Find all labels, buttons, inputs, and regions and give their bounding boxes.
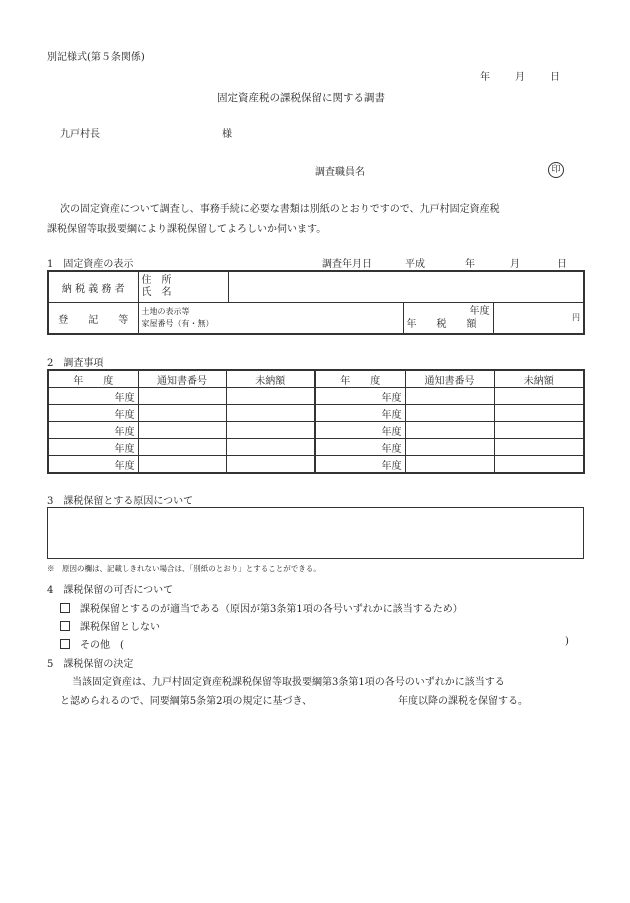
other-close-paren: ): [565, 636, 569, 647]
notice-number-cell[interactable]: [405, 422, 494, 439]
unpaid-cell[interactable]: [494, 456, 584, 474]
date-day: 日: [550, 72, 560, 83]
honorific: 様: [222, 129, 232, 140]
year-cell[interactable]: 年度: [315, 422, 405, 439]
notice-number-cell[interactable]: [138, 456, 226, 474]
notice-number-cell[interactable]: [138, 388, 226, 405]
intro-line-1: 次の固定資産について調査し、事務手続に必要な書類は別紙のとおりですので、九戸村固定資産税: [60, 204, 500, 215]
table-row: [48, 456, 584, 474]
section2-heading: 2 調査事項: [47, 358, 104, 369]
year-cell[interactable]: 年度: [48, 456, 138, 474]
survey-day: 日: [557, 259, 567, 270]
year-cell[interactable]: 年度: [48, 439, 138, 456]
house-label: 家屋番号（有・無）: [141, 319, 214, 328]
land-label: 土地の表示等: [141, 307, 190, 316]
name-label: 氏 名: [141, 287, 172, 298]
option-not-reserve[interactable]: [60, 618, 160, 633]
notice-number-cell[interactable]: [405, 439, 494, 456]
year-cell[interactable]: 年度: [48, 422, 138, 439]
option-label: 課税保留としない: [80, 622, 160, 633]
checkbox-icon[interactable]: [60, 603, 70, 613]
taxpayer-label: 納 税 義 務 者: [48, 271, 138, 303]
notice-number-cell[interactable]: [405, 456, 494, 474]
table-row: [48, 422, 584, 439]
document-title: 固定資産税の課税保留に関する調書: [217, 92, 385, 104]
yen-label: 円: [572, 313, 580, 322]
unpaid-cell[interactable]: [226, 388, 315, 405]
unpaid-cell[interactable]: [494, 422, 584, 439]
unpaid-cell[interactable]: [494, 388, 584, 405]
land-house-cell[interactable]: [138, 303, 403, 335]
table-row: [48, 271, 584, 303]
year-cell[interactable]: 年度: [315, 405, 405, 422]
date-year: 年: [480, 72, 490, 83]
year-cell[interactable]: 年度: [315, 439, 405, 456]
notice-number-cell[interactable]: [138, 439, 226, 456]
col-header: 年 度: [315, 370, 405, 388]
col-header: 未納額: [494, 370, 584, 388]
col-header: 通知書番号: [138, 370, 226, 388]
notice-number-cell[interactable]: [405, 388, 494, 405]
seal-mark: [548, 162, 564, 178]
decision-line-2b: 年度以降の課税を保留する。: [398, 696, 528, 707]
table-header-row: [48, 370, 584, 388]
option-label: その他 (: [80, 640, 124, 651]
unpaid-cell[interactable]: [226, 405, 315, 422]
notice-number-cell[interactable]: [405, 405, 494, 422]
table-row: [48, 439, 584, 456]
unpaid-cell[interactable]: [494, 439, 584, 456]
section5-heading: 5 課税保留の決定: [47, 659, 134, 670]
section4-heading: 4 課税保留の可否について: [47, 585, 174, 596]
table-row: [48, 303, 584, 335]
fiscal-year-label: 年度: [469, 306, 490, 317]
registry-label: 登 記 等: [48, 303, 138, 335]
tax-amount-input[interactable]: [493, 303, 584, 335]
address-label: 住 所: [141, 275, 172, 286]
decision-line-2a: と認められるので、同要綱第5条第2項の規定に基づき、: [60, 696, 313, 707]
option-label: 課税保留とするのが適当である（原因が第3条第1項の各号いずれかに該当するため）: [80, 604, 463, 615]
unpaid-cell[interactable]: [494, 405, 584, 422]
unpaid-cell[interactable]: [226, 456, 315, 474]
notice-number-cell[interactable]: [138, 405, 226, 422]
addressee: 九戸村長: [60, 129, 100, 140]
col-header: 通知書番号: [405, 370, 494, 388]
checkbox-icon[interactable]: [60, 621, 70, 631]
section3-heading: 3 課税保留とする原因について: [47, 496, 194, 507]
col-header: 年 度: [48, 370, 138, 388]
form-label: 別記様式(第５条関係): [47, 52, 145, 63]
year-cell[interactable]: 年度: [48, 388, 138, 405]
year-cell[interactable]: 年度: [48, 405, 138, 422]
fiscal-year-cell[interactable]: [403, 303, 493, 335]
table-row: [48, 405, 584, 422]
unpaid-cell[interactable]: [226, 422, 315, 439]
date-month: 月: [515, 72, 525, 83]
reason-box[interactable]: [47, 507, 584, 559]
survey-month: 月: [510, 259, 520, 270]
section1-heading: 1 固定資産の表示: [47, 259, 134, 270]
checkbox-icon[interactable]: [60, 639, 70, 649]
asset-table: [47, 270, 585, 335]
survey-year: 年: [465, 259, 475, 270]
intro-line-2: 課税保留等取扱要綱により課税保留してよろしいか伺います。: [47, 224, 327, 235]
option-appropriate[interactable]: [60, 600, 463, 615]
col-header: 未納額: [226, 370, 315, 388]
investigator-label: 調査職員名: [315, 167, 365, 178]
address-name-label-cell: [138, 271, 228, 303]
survey-era: 平成: [405, 259, 425, 270]
unpaid-cell[interactable]: [226, 439, 315, 456]
tax-amount-label: 年 税 額: [406, 319, 477, 330]
taxpayer-input[interactable]: [228, 271, 584, 303]
seal-icon: 印: [548, 162, 564, 178]
year-cell[interactable]: 年度: [315, 456, 405, 474]
notice-number-cell[interactable]: [138, 422, 226, 439]
year-cell[interactable]: 年度: [315, 388, 405, 405]
option-other[interactable]: [60, 636, 124, 651]
decision-line-1: 当該固定資産は、九戸村固定資産税課税保留等取扱要綱第3条第1項の各号のいずれかに該当する: [72, 677, 505, 688]
survey-date-label: 調査年月日: [322, 259, 372, 270]
table-row: [48, 388, 584, 405]
reason-note: ※ 原因の欄は、記載しきれない場合は、「別紙のとおり」とすることができる。: [47, 564, 321, 573]
survey-table: [47, 369, 585, 474]
